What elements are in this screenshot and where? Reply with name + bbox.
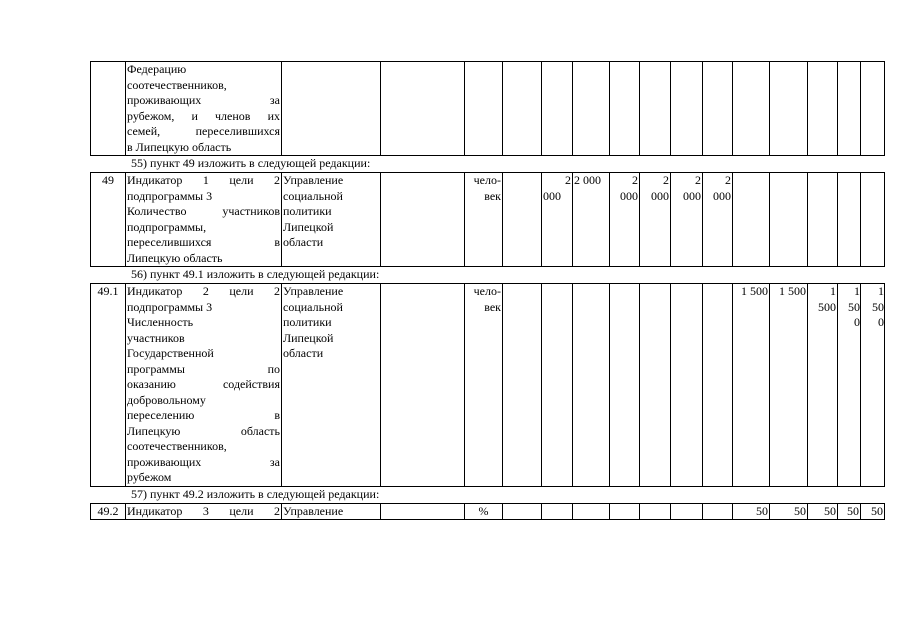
- indicator-table-row-49-1: [90, 283, 885, 487]
- value-cell: 2 000: [542, 173, 573, 267]
- row-number: 49: [91, 173, 126, 267]
- value-cell: 2 000: [610, 173, 640, 267]
- table-row: [91, 503, 885, 520]
- value-cell: 50: [733, 503, 770, 520]
- indicator-table-block-1: [90, 61, 885, 156]
- value-cell: 2 000: [640, 173, 671, 267]
- indicator-name-cell: Индикатор 3 цели 2: [127, 503, 280, 518]
- amendment-note-55: 55) пункт 49 изложить в следующей редакции:: [131, 156, 371, 170]
- unit-cell: %: [465, 503, 503, 520]
- responsible-org-cell: Управление: [282, 503, 381, 520]
- value-cell: 50: [770, 503, 808, 520]
- value-cell: 1 50 0: [838, 284, 861, 487]
- value-cell: 1 500: [808, 284, 838, 487]
- amendment-note-56: 56) пункт 49.1 изложить в следующей редакции:: [131, 267, 380, 281]
- responsible-org-cell: Управление социальной политики Липецкой области: [282, 284, 381, 487]
- unit-cell: чело- век: [465, 284, 503, 487]
- indicator-name-cell: Федерацию соотечественников, проживающих за рубежом, и членов их семей, переселившихся в Липецкую область: [127, 62, 280, 154]
- indicator-name-cell: Индикатор 2 цели 2 подпрограммы 3 Численность участников Государственной программы по оказанию содействия добровольному переселению в Липецкую область соотечественников, проживающих за рубежом: [127, 284, 280, 484]
- indicator-name-cell: Индикатор 1 цели 2 подпрограммы 3 Количество участников подпрограммы, переселившихся в Липецкую область: [127, 173, 280, 265]
- document-page: [90, 61, 884, 520]
- table-row: [91, 173, 885, 267]
- indicator-table-row-49-2: [90, 503, 885, 521]
- value-cell: 2 000: [573, 173, 610, 267]
- indicator-table-row-49: [90, 172, 885, 267]
- table-row: [91, 284, 885, 487]
- row-number: 49.1: [91, 284, 126, 487]
- value-cell: 1 500: [733, 284, 770, 487]
- row-number: 49.2: [91, 503, 126, 520]
- value-cell: 50: [861, 503, 885, 520]
- table-row: [91, 62, 885, 156]
- value-cell: 50: [838, 503, 861, 520]
- value-cell: 50: [808, 503, 838, 520]
- value-cell: 1 500: [770, 284, 808, 487]
- value-cell: 1 50 0: [861, 284, 885, 487]
- unit-cell: чело- век: [465, 173, 503, 267]
- responsible-org-cell: Управление социальной политики Липецкой области: [282, 173, 381, 267]
- value-cell: 2 000: [671, 173, 703, 267]
- amendment-note-57: 57) пункт 49.2 изложить в следующей редакции:: [131, 486, 380, 501]
- value-cell: 2 000: [703, 173, 733, 267]
